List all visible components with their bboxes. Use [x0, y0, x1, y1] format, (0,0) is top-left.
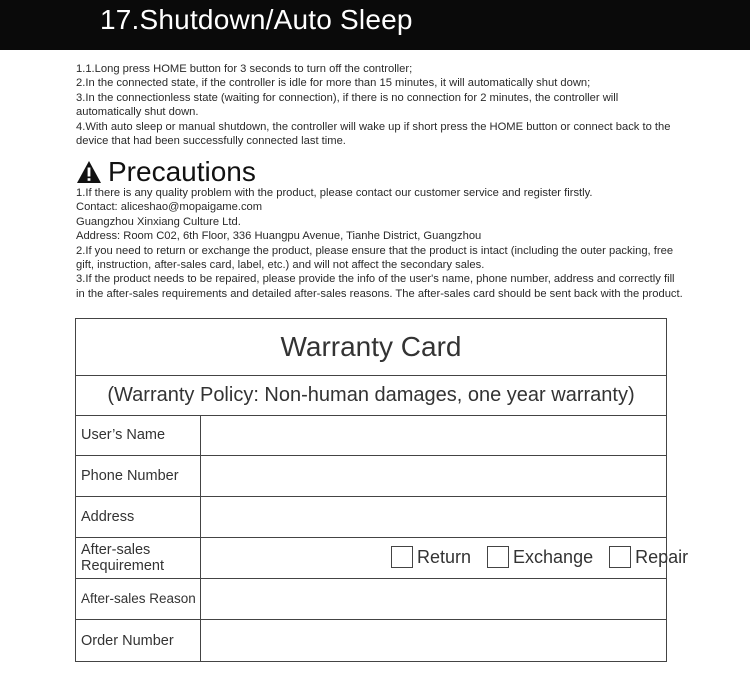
- address-row: [76, 497, 666, 538]
- after-sales-requirement-label: After-sales Requirement: [76, 538, 201, 578]
- warranty-card-title: Warranty Card: [76, 319, 666, 376]
- return-checkbox[interactable]: [391, 546, 413, 568]
- exchange-label: Exchange: [513, 546, 594, 567]
- shutdown-line: 1.1.Long press HOME button for 3 seconds to turn off the controller;: [76, 63, 413, 75]
- warranty-policy: (Warranty Policy: Non-human damages, one year warranty): [76, 375, 666, 416]
- repair-label: Repair: [635, 546, 689, 567]
- after-sales-reason-field[interactable]: [201, 579, 666, 619]
- after-sales-reason-label: After-sales Reason: [76, 579, 201, 619]
- page-header: [0, 0, 750, 50]
- warning-triangle-icon: [76, 160, 102, 184]
- exchange-checkbox[interactable]: [487, 546, 509, 568]
- address-field[interactable]: [201, 497, 666, 537]
- address-label: Address: [76, 497, 201, 537]
- page-title: 17.Shutdown/Auto Sleep: [100, 4, 413, 35]
- after-sales-requirement-row: [76, 538, 689, 579]
- phone-number-field[interactable]: [201, 456, 666, 496]
- return-option[interactable]: [391, 546, 471, 568]
- precautions-heading: [76, 156, 256, 188]
- exchange-option[interactable]: [487, 546, 593, 568]
- order-number-label: Order Number: [76, 620, 201, 661]
- precaution-line: 2.If you need to return or exchange the product, please ensure that the product is intact (including the outer packing, free gift, instruction, after-sales card, label, etc.) and will not affect the secondary sales.: [76, 244, 674, 272]
- user-name-field[interactable]: [201, 415, 666, 455]
- precaution-line: Guangzhou Xinxiang Culture Ltd.: [76, 215, 241, 228]
- phone-number-label: Phone Number: [76, 456, 201, 496]
- shutdown-line: 3.In the connectionless state (waiting for connection), if there is no connection for 2 minutes, the controller will automatically shut down.: [76, 91, 619, 119]
- user-name-label: User’s Name: [76, 415, 201, 455]
- warranty-card: [75, 318, 689, 662]
- after-sales-reason-row: [76, 579, 666, 620]
- shutdown-line: 2.In the connected state, if the controller is idle for more than 15 minutes, it will automatically shut down;: [76, 77, 591, 90]
- shutdown-line: 4.With auto sleep or manual shutdown, the controller will wake up if short press the HOME button or connect back to the device that had been successfully connected last time.: [76, 120, 671, 148]
- repair-option[interactable]: [609, 546, 688, 568]
- order-number-field[interactable]: [201, 620, 666, 661]
- user-name-row: [76, 415, 666, 456]
- repair-checkbox[interactable]: [609, 546, 631, 568]
- precaution-line: Address: Room C02, 6th Floor, 336 Huangpu Avenue, Tianhe District, Guangzhou: [76, 230, 482, 243]
- precautions-text: [76, 186, 686, 301]
- precaution-line: 1.If there is any quality problem with the product, please contact our customer service and register firstly.: [76, 187, 593, 199]
- return-label: Return: [417, 546, 472, 567]
- precautions-title: Precautions: [108, 156, 256, 187]
- order-number-row: [76, 620, 666, 661]
- precaution-line: Contact: aliceshao@mopaigame.com: [76, 201, 263, 214]
- after-sales-requirement-options: [201, 538, 689, 578]
- shutdown-text: [76, 62, 686, 148]
- phone-number-row: [76, 456, 666, 497]
- precaution-line: 3.If the product needs to be repaired, please provide the info of the user's name, phone number, address and correctly fill in the after-sales requirements and detailed after-sales reasons. The after-sales card should be sent back with the product.: [76, 273, 683, 300]
